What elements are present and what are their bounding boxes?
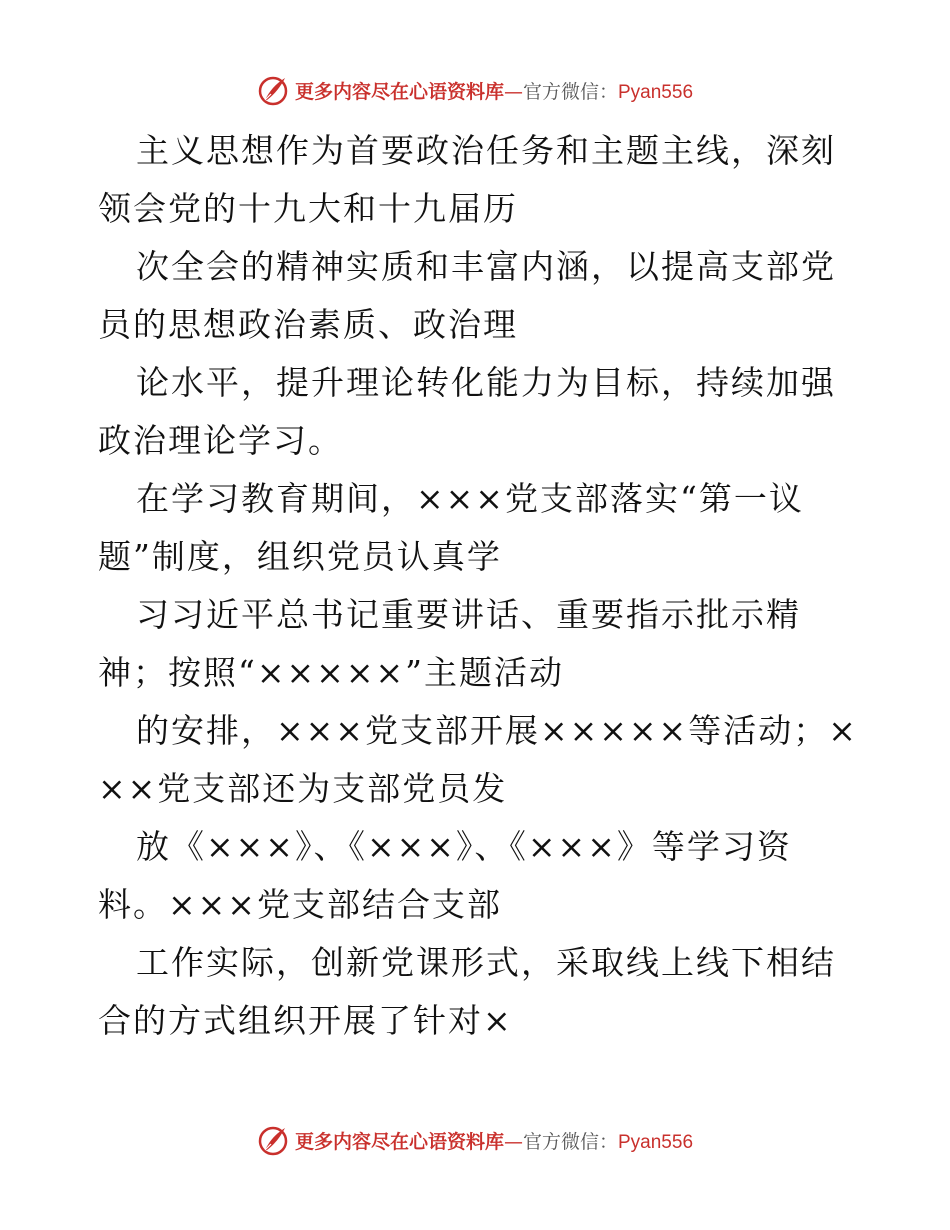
paragraph: 次全会的精神实质和丰富内涵，以提高支部党员的思想政治素质、政治理 [98,247,836,344]
header-separator: — [503,80,523,103]
paragraph: 论水平，提升理论转化能力为目标，持续加强政治理论学习。 [98,363,836,460]
footer-text [295,1127,693,1154]
document-body [98,122,858,1050]
paragraph: 工作实际，创新党课形式，采取线上线下相结合的方式组织开展了针对× [98,943,836,1040]
header-brand: 更多内容尽在心语资料库 [294,80,504,103]
paragraph: 在学习教育期间，×××党支部落实“第一议题”制度，组织党员认真学 [98,479,804,576]
footer-label: 官方微信： [522,1130,618,1153]
paragraph: 习习近平总书记重要讲话、重要指示批示精神；按照“×××××”主题活动 [98,595,801,692]
paragraph: 主义思想作为首要政治任务和主题主线，深刻领会党的十九大和十九届历 [98,131,836,228]
footer-separator: — [503,1130,523,1153]
paragraph: 放《×××》、《×××》、《×××》等学习资料。×××党支部结合支部 [98,827,792,924]
paragraph: 的安排，×××党支部开展×××××等活动；×××党支部还为支部党员发 [98,711,858,808]
quill-pen-icon [257,74,289,106]
footer-brand: 更多内容尽在心语资料库 [294,1130,504,1153]
quill-pen-icon [257,1124,289,1156]
footer-wechat-id: Pyan556 [618,1131,694,1153]
header-wechat-id: Pyan556 [618,81,694,103]
page-footer-banner [0,1120,950,1160]
header-text [295,77,693,104]
page-header-banner [0,70,950,110]
header-label: 官方微信： [522,80,618,103]
